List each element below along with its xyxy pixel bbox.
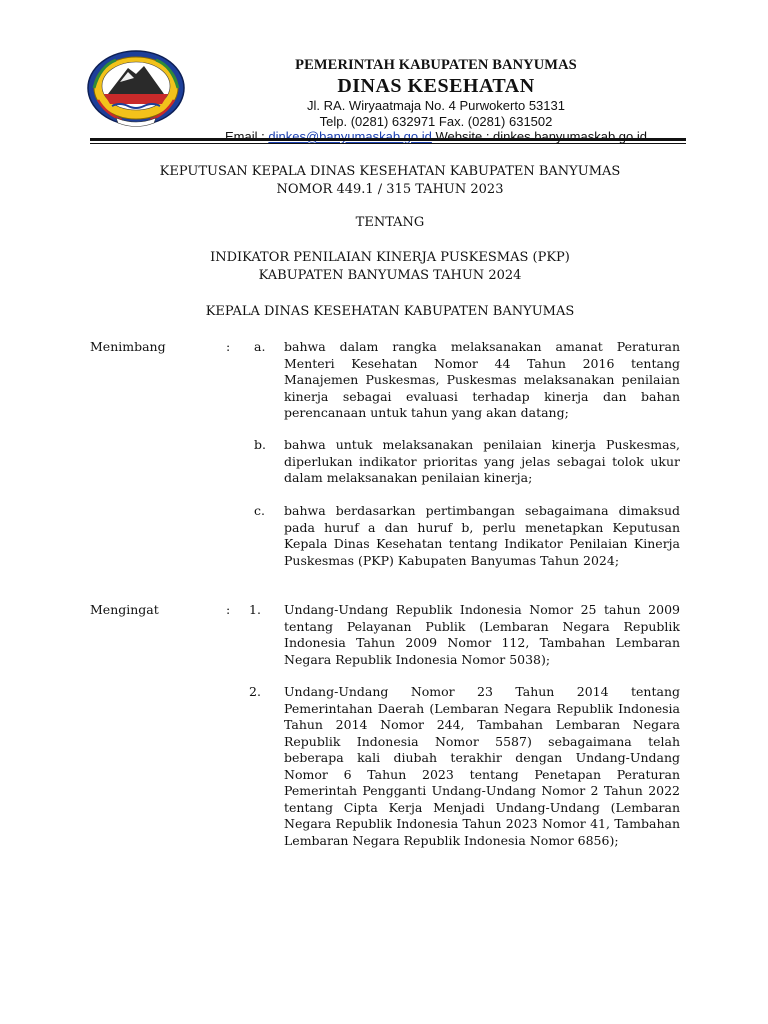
letterhead	[186, 56, 686, 145]
decree-subject-line-2: KABUPATEN BANYUMAS TAHUN 2024	[258, 268, 522, 283]
agency-phone-fax: Telp. (0281) 632971 Fax. (0281) 631502	[319, 113, 553, 129]
kabupaten-banyumas-logo-icon	[86, 48, 186, 128]
decree-number: NOMOR 449.1 / 315 TAHUN 2023	[276, 182, 504, 197]
menimbang-mark-c: c.	[254, 503, 265, 518]
letterhead-rule-thick	[90, 138, 686, 141]
menimbang-colon: :	[226, 339, 231, 354]
mengingat-item-1: Undang-Undang Republik Indonesia Nomor 25 tahun 2009 tentang Pelayanan Publik (Lembaran Negara Republik Indonesia Tahun 2009 Nomor 112, Tambahan Lembaran Negara Republik Indonesia Nomor 5038);	[284, 602, 680, 667]
mengingat-mark-1: 1.	[249, 602, 261, 617]
mengingat-colon: :	[226, 602, 231, 617]
mengingat-label: Mengingat	[90, 602, 159, 617]
menimbang-item-b: bahwa untuk melaksanakan penilaian kinerja Puskesmas, diperlukan indikator prioritas yang jelas sebagai tolok ukur dalam melaksanakan penilaian kinerja;	[284, 437, 680, 485]
menimbang-item-a: bahwa dalam rangka melaksanakan amanat Peraturan Menteri Kesehatan Nomor 44 Tahun 2016 tentang Manajemen Puskesmas, Puskesmas melaksanakan penilaian kinerja sebagai evaluasi terhadap kinerja dan bahan perencanaan untuk tahun yang akan datang;	[284, 339, 680, 420]
website-text: Website : dinkes.banyumaskab.go.id	[431, 129, 647, 144]
agency-name: DINAS KESEHATAN	[337, 75, 535, 97]
decree-issuer: KEPALA DINAS KESEHATAN KABUPATEN BANYUMAS	[205, 304, 575, 319]
menimbang-label: Menimbang	[90, 339, 166, 354]
menimbang-mark-a: a.	[254, 339, 266, 354]
menimbang-mark-b: b.	[254, 437, 266, 452]
agency-address: Jl. RA. Wiryaatmaja No. 4 Purwokerto 53131	[307, 98, 565, 113]
decree-title-line-1: KEPUTUSAN KEPALA DINAS KESEHATAN KABUPATEN BANYUMAS	[159, 164, 621, 179]
mengingat-mark-2: 2.	[249, 684, 261, 699]
government-name: PEMERINTAH KABUPATEN BANYUMAS	[295, 57, 577, 73]
letterhead-rule-thin	[90, 143, 686, 144]
decree-about: TENTANG	[355, 215, 425, 230]
mengingat-item-2: Undang-Undang Nomor 23 Tahun 2014 tentang Pemerintahan Daerah (Lembaran Negara Republik Indonesia Tahun 2014 Nomor 244, Tambahan Lembaran Negara Republik Indonesia Nomor 5587) sebagaimana telah beberapa kali diubah terakhir dengan Undang-Undang Nomor 6 Tahun 2023 tentang Penetapan Peraturan Pemerintah Pengganti Undang-Undang Nomor 2 Tahun 2022 tentang Cipta Kerja Menjadi Undang-Undang (Lembaran Negara Republik Indonesia Tahun 2023 Nomor 41, Tambahan Lembaran Negara Republik Indonesia Nomor 6856);	[284, 684, 680, 848]
decree-subject-line-1: INDIKATOR PENILAIAN KINERJA PUSKESMAS (PKP)	[210, 250, 570, 265]
menimbang-item-c: bahwa berdasarkan pertimbangan sebagaimana dimaksud pada huruf a dan huruf b, perlu menetapkan Keputusan Kepala Dinas Kesehatan tentang Indikator Penilaian Kinerja Puskesmas (PKP) Kabupaten Banyumas Tahun 2024;	[284, 503, 680, 568]
email-label: Email :	[225, 129, 269, 144]
email-link[interactable]: dinkes@banyumaskab.go.id	[268, 129, 432, 144]
